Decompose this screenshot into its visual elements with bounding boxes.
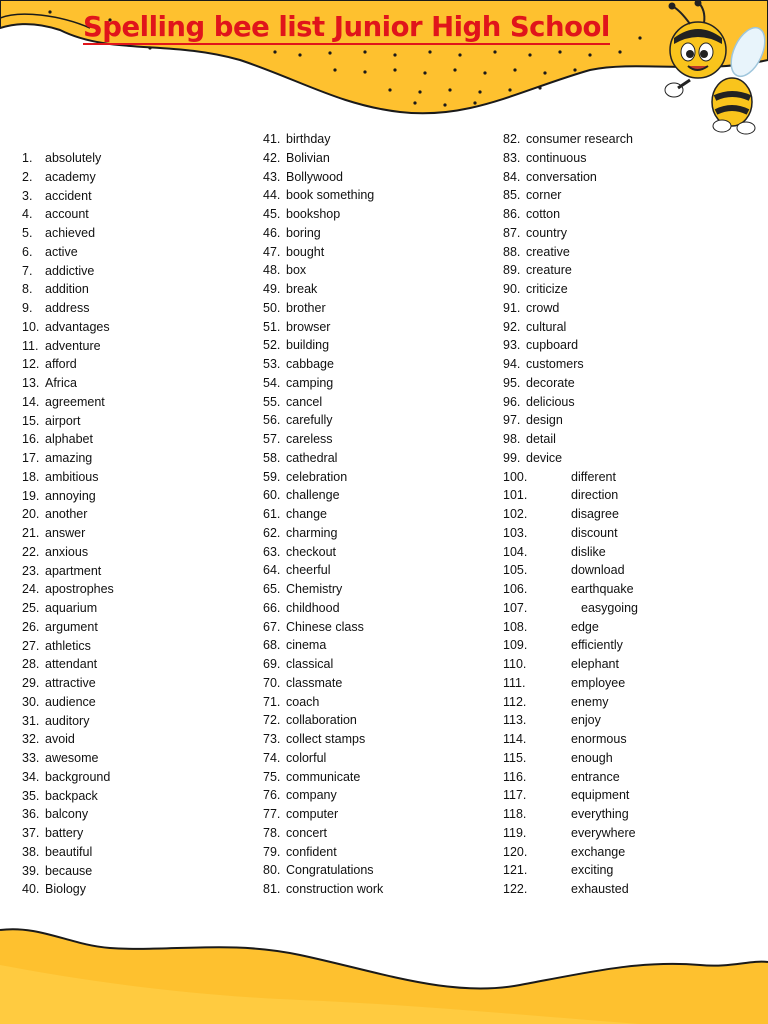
item-number: 8.	[22, 282, 33, 297]
bee-mascot-icon	[660, 0, 768, 140]
item-number: 21.	[22, 526, 40, 540]
item-number: 14.	[22, 394, 40, 409]
spelling-word: childhood	[286, 600, 340, 615]
item-number: 108.	[503, 619, 528, 634]
item-number: 20.	[22, 507, 40, 522]
spelling-word: communicate	[286, 769, 361, 784]
spelling-word: exchange	[571, 844, 626, 859]
item-number: 105.	[503, 563, 528, 578]
item-number: 27.	[22, 638, 40, 653]
spelling-word: apostrophes	[45, 582, 114, 597]
item-number: 3.	[22, 188, 33, 203]
item-number: 47.	[263, 244, 281, 259]
spelling-word: efficiently	[571, 638, 623, 653]
item-number: 23.	[22, 563, 40, 578]
item-number: 76.	[263, 788, 281, 803]
spelling-word: change	[286, 507, 328, 521]
spelling-word: collect stamps	[286, 732, 366, 746]
item-number: 15.	[22, 413, 40, 428]
spelling-word: bookshop	[286, 207, 341, 221]
spelling-word: continuous	[526, 150, 587, 165]
item-number: 103.	[503, 525, 528, 540]
spelling-word: criticize	[526, 282, 568, 296]
spelling-word: earthquake	[571, 582, 634, 596]
spelling-word: Chemistry	[286, 582, 343, 596]
spelling-word: easygoing	[581, 600, 638, 615]
item-number: 61.	[263, 507, 281, 521]
item-number: 18.	[22, 469, 40, 484]
spelling-word: colorful	[286, 750, 327, 765]
spelling-word: device	[526, 450, 563, 465]
item-number: 49.	[263, 282, 281, 296]
item-number: 100.	[503, 469, 528, 484]
spelling-word: cancel	[286, 394, 323, 409]
item-number: 35.	[22, 788, 40, 803]
spelling-word: book something	[286, 188, 375, 203]
spelling-word: concert	[286, 825, 327, 840]
item-number: 39.	[22, 863, 40, 878]
spelling-word: apartment	[45, 563, 102, 578]
item-number: 40.	[22, 882, 40, 897]
spelling-word: entrance	[571, 769, 620, 784]
item-number: 80.	[263, 863, 281, 878]
spelling-word: Chinese class	[286, 619, 364, 634]
item-number: 116.	[503, 769, 527, 784]
spelling-word: enemy	[571, 694, 609, 709]
spelling-word: charming	[286, 525, 338, 540]
item-number: 95.	[503, 375, 521, 390]
spelling-word: backpack	[45, 788, 98, 803]
spelling-word: disagree	[571, 507, 619, 521]
item-number: 96.	[503, 394, 521, 409]
item-number: 90.	[503, 282, 521, 296]
spelling-word: consumer research	[526, 132, 633, 146]
spelling-word: Congratulations	[286, 863, 374, 878]
item-number: 81.	[263, 882, 281, 896]
item-number: 30.	[22, 694, 40, 709]
item-number: 29.	[22, 676, 40, 690]
item-number: 28.	[22, 657, 40, 672]
item-number: 36.	[22, 807, 40, 822]
spelling-word: attendant	[45, 657, 98, 672]
item-number: 6.	[22, 244, 33, 259]
item-number: 85.	[503, 188, 521, 203]
item-number: 5.	[22, 226, 33, 240]
spelling-word: bought	[286, 244, 325, 259]
spelling-word: delicious	[526, 394, 575, 409]
spelling-word: attractive	[45, 676, 96, 690]
spelling-word: crowd	[526, 300, 560, 315]
item-number: 33.	[22, 751, 40, 765]
spelling-word: enjoy	[571, 713, 601, 728]
item-number: 53.	[263, 357, 281, 371]
item-number: 82.	[503, 132, 521, 146]
item-number: 74.	[263, 750, 281, 765]
spelling-word: employee	[571, 675, 626, 690]
spelling-word: account	[45, 207, 89, 222]
spelling-word: corner	[526, 188, 562, 203]
spelling-word: Africa	[45, 376, 77, 390]
item-number: 78.	[263, 825, 281, 840]
spelling-word: equipment	[571, 788, 630, 803]
spelling-word: browser	[286, 319, 331, 334]
spelling-word: cinema	[286, 638, 327, 653]
spelling-word: annoying	[45, 488, 96, 503]
item-number: 60.	[263, 488, 281, 503]
item-number: 98.	[503, 432, 521, 446]
item-number: 2.	[22, 169, 33, 184]
item-number: 17.	[22, 451, 40, 465]
spelling-word: address	[45, 301, 90, 315]
item-number: 58.	[263, 450, 281, 465]
item-number: 54.	[263, 375, 281, 390]
spelling-word: accident	[45, 188, 92, 203]
item-number: 118.	[503, 807, 527, 821]
spelling-word: absolutely	[45, 151, 102, 165]
item-number: 48.	[263, 263, 281, 278]
item-number: 62.	[263, 525, 281, 540]
spelling-word: beautiful	[45, 844, 93, 859]
spelling-word: active	[45, 244, 78, 259]
spelling-word: download	[571, 563, 625, 578]
item-number: 113.	[503, 713, 527, 728]
spelling-word: challenge	[286, 488, 340, 503]
item-number: 4.	[22, 207, 33, 222]
item-number: 67.	[263, 619, 281, 634]
item-number: 63.	[263, 544, 281, 559]
spelling-word: discount	[571, 525, 618, 540]
item-number: 86.	[503, 207, 521, 221]
item-number: 77.	[263, 807, 281, 821]
spelling-word: celebration	[286, 469, 348, 484]
spelling-word: checkout	[286, 544, 337, 559]
item-number: 1.	[22, 151, 33, 165]
spelling-word: audience	[45, 694, 96, 709]
spelling-word: cotton	[526, 207, 561, 221]
spelling-word: exciting	[571, 863, 614, 878]
spelling-word: answer	[45, 526, 86, 540]
spelling-word: achieved	[45, 226, 96, 240]
item-number: 69.	[263, 657, 281, 671]
spelling-word: Bollywood	[286, 169, 343, 184]
item-number: 57.	[263, 432, 281, 446]
spelling-word: coach	[286, 694, 320, 709]
item-number: 19.	[22, 488, 40, 503]
spelling-word: Biology	[45, 882, 86, 897]
item-number: 70.	[263, 675, 281, 690]
item-number: 73.	[263, 732, 281, 746]
spelling-word: decorate	[526, 375, 575, 390]
item-number: 107.	[503, 600, 528, 615]
item-number: 46.	[263, 225, 281, 240]
spelling-word: classical	[286, 657, 334, 671]
spelling-word: enough	[571, 750, 613, 765]
item-number: 56.	[263, 413, 281, 428]
item-number: 111.	[503, 675, 526, 690]
spelling-word: everywhere	[571, 825, 636, 840]
item-number: 50.	[263, 300, 281, 315]
item-number: 92.	[503, 319, 521, 334]
item-number: 66.	[263, 600, 281, 615]
item-number: 65.	[263, 582, 281, 596]
spelling-word: classmate	[286, 675, 343, 690]
item-number: 16.	[22, 432, 40, 447]
spelling-word: academy	[45, 169, 96, 184]
spelling-word: argument	[45, 619, 98, 634]
item-number: 42.	[263, 150, 281, 165]
spelling-word: avoid	[45, 732, 75, 747]
page-title: Spelling bee list Junior High School	[83, 11, 610, 43]
spelling-word: balcony	[45, 807, 89, 822]
spelling-word: creative	[526, 244, 570, 259]
item-number: 119.	[503, 825, 527, 840]
spelling-word: cheerful	[286, 563, 331, 578]
spelling-word: airport	[45, 413, 81, 428]
item-number: 37.	[22, 826, 40, 840]
item-number: 89.	[503, 263, 521, 278]
spelling-word: Bolivian	[286, 150, 330, 165]
spelling-word: alphabet	[45, 432, 93, 447]
item-number: 32.	[22, 732, 40, 747]
item-number: 43.	[263, 169, 281, 184]
item-number: 31.	[22, 713, 40, 728]
item-number: 26.	[22, 619, 40, 634]
spelling-word: edge	[571, 619, 599, 634]
spelling-word: building	[286, 338, 330, 353]
item-number: 7.	[22, 263, 33, 278]
spelling-word: break	[286, 282, 318, 296]
spelling-word: design	[526, 413, 563, 428]
spelling-word: boring	[286, 225, 321, 240]
spelling-word: confident	[286, 844, 337, 859]
item-number: 24.	[22, 582, 40, 597]
spelling-word: auditory	[45, 713, 90, 728]
item-number: 75.	[263, 769, 281, 784]
item-number: 52.	[263, 338, 281, 353]
item-number: 87.	[503, 225, 521, 240]
spelling-word: another	[45, 507, 88, 522]
item-number: 97.	[503, 413, 521, 428]
spelling-word: box	[286, 263, 307, 278]
spelling-word: ambitious	[45, 469, 99, 484]
item-number: 59.	[263, 469, 281, 484]
spelling-word: cultural	[526, 319, 567, 334]
item-number: 110.	[503, 657, 527, 671]
item-number: 10.	[22, 319, 40, 334]
item-number: 114.	[503, 732, 527, 746]
item-number: 71.	[263, 694, 281, 709]
item-number: 9.	[22, 301, 33, 315]
spelling-word: direction	[571, 488, 619, 503]
item-number: 93.	[503, 338, 521, 353]
item-number: 117.	[503, 788, 527, 803]
spelling-word: aquarium	[45, 601, 98, 615]
spelling-word: afford	[45, 357, 77, 372]
item-number: 104.	[503, 544, 528, 559]
item-number: 91.	[503, 300, 521, 315]
item-number: 99.	[503, 450, 521, 465]
spelling-word: enormous	[571, 732, 627, 746]
item-number: 45.	[263, 207, 281, 221]
spelling-word: camping	[286, 375, 334, 390]
item-number: 83.	[503, 150, 521, 165]
item-number: 102.	[503, 507, 528, 521]
item-number: 120.	[503, 844, 528, 859]
spelling-word: creature	[526, 263, 572, 278]
spelling-word: detail	[526, 432, 556, 446]
item-number: 51.	[263, 319, 281, 334]
item-number: 106.	[503, 582, 528, 596]
spelling-word: careless	[286, 432, 333, 446]
item-number: 11.	[22, 338, 39, 353]
item-number: 25.	[22, 601, 40, 615]
spelling-word: adventure	[45, 338, 101, 353]
spelling-word: athletics	[45, 638, 91, 653]
spelling-word: agreement	[45, 394, 105, 409]
item-number: 55.	[263, 394, 281, 409]
item-number: 22.	[22, 544, 40, 559]
spelling-word: everything	[571, 807, 629, 821]
item-number: 72.	[263, 713, 281, 728]
item-number: 38.	[22, 844, 40, 859]
item-number: 68.	[263, 638, 281, 653]
bottom-honey-banner	[0, 929, 768, 1024]
spelling-word: construction work	[286, 882, 384, 896]
spelling-word: computer	[286, 807, 339, 821]
item-number: 84.	[503, 169, 521, 184]
spelling-word: birthday	[286, 132, 331, 146]
item-number: 12.	[22, 357, 40, 372]
spelling-word: because	[45, 863, 93, 878]
spelling-word: company	[286, 788, 337, 803]
item-number: 44.	[263, 188, 281, 203]
spelling-word: dislike	[571, 544, 606, 559]
spelling-word: different	[571, 469, 616, 484]
spelling-word: addition	[45, 282, 89, 297]
item-number: 121.	[503, 863, 528, 878]
spelling-word: collaboration	[286, 713, 357, 728]
item-number: 79.	[263, 844, 281, 859]
spelling-word: advantages	[45, 319, 110, 334]
spelling-word: country	[526, 225, 567, 240]
item-number: 94.	[503, 357, 521, 371]
spelling-word: conversation	[526, 169, 597, 184]
spelling-word: brother	[286, 300, 326, 315]
item-number: 112.	[503, 694, 527, 709]
spelling-word: anxious	[45, 544, 89, 559]
item-number: 41.	[263, 132, 281, 146]
spelling-word: customers	[526, 357, 584, 371]
spelling-word: cathedral	[286, 450, 338, 465]
spelling-word: awesome	[45, 751, 99, 765]
spelling-word: background	[45, 769, 111, 784]
spelling-word: exhausted	[571, 882, 629, 896]
item-number: 88.	[503, 244, 521, 259]
spelling-word: amazing	[45, 451, 93, 465]
spelling-word: battery	[45, 826, 84, 840]
spelling-word: elephant	[571, 657, 619, 671]
item-number: 13.	[22, 376, 40, 390]
item-number: 101.	[503, 488, 528, 503]
spelling-word: cabbage	[286, 357, 334, 371]
item-number: 122.	[503, 882, 528, 896]
item-number: 115.	[503, 750, 527, 765]
item-number: 64.	[263, 563, 281, 578]
item-number: 34.	[22, 769, 40, 784]
item-number: 109.	[503, 638, 528, 653]
spelling-word: cupboard	[526, 338, 579, 353]
spelling-word: carefully	[286, 413, 333, 428]
spelling-word: addictive	[45, 263, 95, 278]
